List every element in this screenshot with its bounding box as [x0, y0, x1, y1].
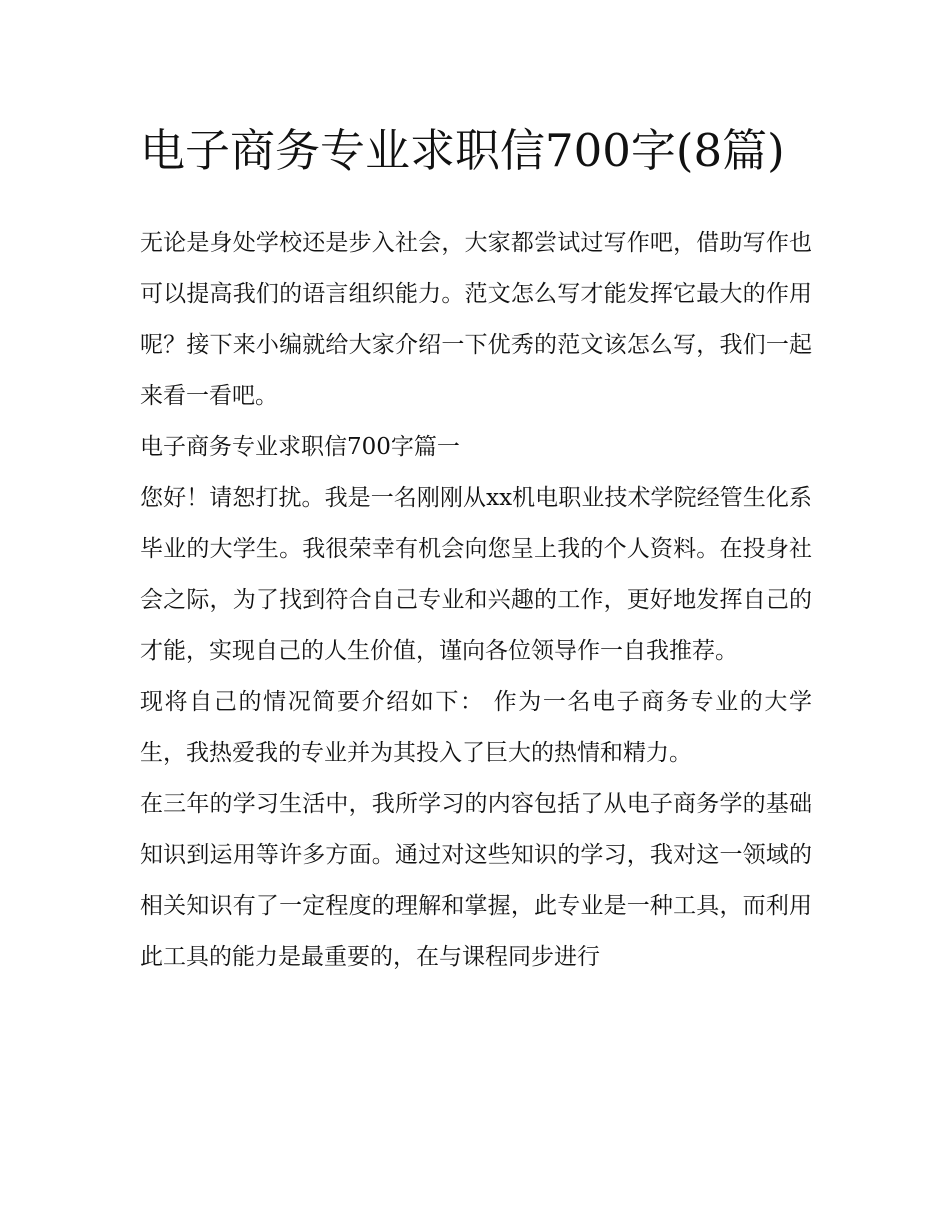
- section-heading: 电子商务专业求职信700字篇一: [140, 434, 460, 460]
- document-body: [140, 112, 812, 983]
- self-introduction-paragraph: 现将自己的情况简要介绍如下： 作为一名电子商务专业的大学生，我热爱我的专业并为其投入了巨大的热情和精力。: [140, 689, 812, 766]
- document-title: 电子商务专业求职信700字(8篇): [140, 124, 785, 177]
- greeting-paragraph: 您好！请恕打扰。我是一名刚刚从xx机电职业技术学院经管生化系毕业的大学生。我很荣幸有机会向您呈上我的个人资料。在投身社会之际，为了找到符合自己专业和兴趣的工作，更好地发挥自己的才能，实现自己的人生价值，谨向各位领导作一自我推荐。: [140, 485, 812, 664]
- intro-paragraph: 无论是身处学校还是步入社会，大家都尝试过写作吧，借助写作也可以提高我们的语言组织能力。范文怎么写才能发挥它最大的作用呢？接下来小编就给大家介绍一下优秀的范文该怎么写，我们一起来看一看吧。: [140, 230, 812, 409]
- study-paragraph: 在三年的学习生活中，我所学习的内容包括了从电子商务学的基础知识到运用等许多方面。通过对这些知识的学习，我对这一领域的相关知识有了一定程度的理解和掌握，此专业是一种工具，而利用此工具的能力是最重要的，在与课程同步进行: [140, 791, 812, 970]
